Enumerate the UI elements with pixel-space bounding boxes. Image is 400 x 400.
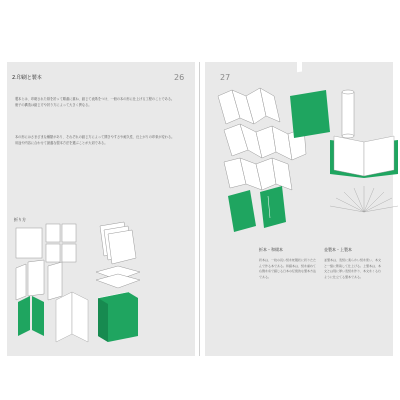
green-book-block-left — [98, 292, 138, 342]
fanned-pages — [330, 186, 398, 212]
open-book-left — [56, 292, 88, 342]
body-paragraph-2: 本の形にはさまざまな種類があり、それぞれの綴じ方によって開きやすさや耐久性、仕上がりの印象が変わる。用途や内容に合わせて最適な製本方法を選ぶことが大切である。 — [15, 135, 175, 146]
body-paragraph-1: 製本とは、印刷された紙を折って順番に重ね、綴じて表紙をつけ、一冊の本の形に仕上げる工程のことである。冊子の構造は綴じ方や折り方によって大きく異なる。 — [15, 97, 175, 108]
japanese-bound-book — [290, 58, 330, 138]
page-number-left: 26 — [174, 73, 185, 82]
open-hardcover-book — [330, 136, 398, 178]
folded-sheet-illustrations — [16, 222, 140, 300]
section-label: 2.印刷と製本 — [12, 75, 42, 81]
green-pamphlet-books — [228, 186, 286, 232]
figure-caption-left: 折り方 — [14, 217, 26, 222]
figure-caption-middle: 折本・和綴本 — [259, 247, 283, 252]
green-bound-book-left — [18, 296, 44, 336]
rolled-sheet-illustration — [342, 90, 354, 138]
text-column-right: 並製本は、表紙に柔らかい紙を使い、本文と一緒に断裁して仕上げる。上製本は、本文とは別に厚い表紙を作り、本文をくるむように仕立てる製本である。 — [324, 258, 382, 279]
page-number-right: 27 — [220, 73, 231, 82]
figure-caption-right: 並製本・上製本 — [324, 247, 352, 252]
accordion-strip-lower — [224, 158, 292, 190]
text-column-middle: 折本は、一枚の長い紙を蛇腹状に折りたたんで作る本である。和綴本は、紙を重ねて右側を糸で綴じる日本の伝統的な製本方法である。 — [259, 258, 317, 279]
